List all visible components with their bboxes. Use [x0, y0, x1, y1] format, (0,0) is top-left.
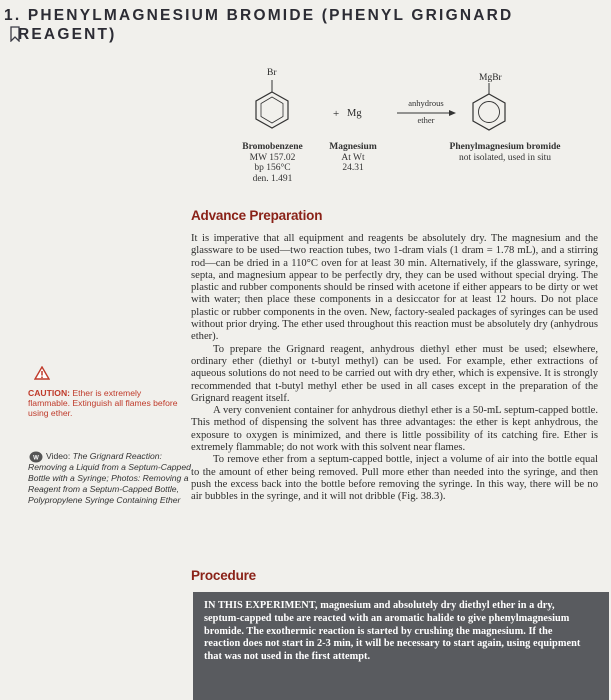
product-caption: [420, 142, 590, 163]
bookmark-icon[interactable]: [10, 26, 20, 42]
warning-icon: [34, 366, 50, 380]
magnesium-name: Magnesium: [329, 142, 377, 152]
paragraph-septum-bottle: A very convenient container for anhydrous diethyl ether is a 50-mL septum-capped bottle. This method of dispensing the solvent has three advantages: the ether is kept anhydrous, the exposure to oxygen is minimized, and there is little possibility of its catching fire. Ether is extremely flammable; do not work with this solvent near flames.: [191, 405, 598, 454]
bromobenzene-density: den. 1.491: [252, 173, 293, 184]
bromobenzene-bp: bp 156°C: [254, 163, 291, 173]
experiment-summary-text: IN THIS EXPERIMENT, magnesium and absolutely dry diethyl ether in a dry, septum-capped tube are reacted with an aromatic halide to give phenylmagnesium bromide. The exothermic reaction is started by crushing the magnesium. If the reaction does not start in 2-3 min, it will be necessary to start again, using equipment that was not used in the first attempt.: [204, 600, 581, 663]
phenylmagnesium-bromide-structure: [468, 82, 510, 134]
product-name: Phenylmagnesium bromide: [449, 142, 561, 152]
bromobenzene-caption: [225, 142, 320, 184]
arrow-condition-top: anhydrous: [408, 98, 444, 108]
bromobenzene-name: Bromobenzene: [242, 142, 303, 152]
experiment-summary-box: [193, 592, 609, 700]
paragraph-dryness: It is imperative that all equipment and reagents be absolutely dry. The magnesium and the glassware to be used—two reaction tubes, two 1-dram vials (1 dram = 1.78 mL), and a stirring rod—can be dried in a 110°C oven for at least 30 min. Alternatively, if the glassware, syringe, septa, and magnesium appear to be perfectly dry, they can be used without special drying. The plastic and rubber components should be rinsed with acetone if either appears to be dirty or wet with water; then place these components in a desiccator for at least 12 hours. Do not place plastic or rubber components in the oven. New, factory-sealed packages of syringes can be used without prior drying. The ether used throughout this reaction must be absolutely dry (anhydrous ether).: [191, 233, 598, 343]
page-title: [4, 6, 604, 44]
video-note[interactable]: [28, 451, 193, 506]
magnesium-formula: Mg: [347, 108, 362, 119]
plus-sign: +: [333, 108, 340, 120]
video-text: The Grignard Reaction: Removing a Liquid from a Septum-Capped Bottle with a Syringe; Photos: Removing a Reagent from a Septum-Capped Bottle, Polypropylene Syringe Containing Ether: [28, 451, 191, 505]
arrow-condition-bottom: ether: [417, 115, 435, 125]
bromobenzene-structure: [252, 78, 292, 130]
caution-note: [28, 388, 178, 419]
paragraph-grignard-ether: To prepare the Grignard reagent, anhydrous diethyl ether must be used; elsewhere, ordinary ether (diethyl or t-butyl methyl) can be used. For example, ether extractions of aqueous solutions do not need to be carried out with dry ether, which is expensive. It is strongly recommended that t-butyl methyl ether be used in all cases except in the preparation of the Grignard reagent itself.: [191, 343, 598, 404]
bromobenzene-mw: MW 157.02: [249, 152, 296, 163]
caution-label: CAUTION:: [28, 388, 71, 398]
svg-text:W: W: [33, 455, 39, 462]
paragraph-remove-ether: To remove ether from a septum-capped bottle, inject a volume of air into the bottle equal to the amount of ether being removed. Pull more ether than needed into the syringe, and then push the excess back into the bottle before removing the syringe. In this way, there will be no air bubbles in the syringe, and it will not dribble (Fig. 38.3).: [191, 454, 598, 503]
advance-preparation-heading: Advance Preparation: [191, 208, 323, 223]
bromo-substituent: Br: [267, 68, 277, 78]
title-line-1: 1. PHENYLMAGNESIUM BROMIDE (PHENYL GRIGNARD: [4, 7, 514, 24]
magnesium-atwt-label: At Wt: [341, 152, 365, 163]
product-substituent: MgBr: [479, 73, 502, 83]
magnesium-caption: [318, 142, 388, 174]
product-note: not isolated, used in situ: [458, 152, 552, 163]
caution-text: Ether is extremely flammable. Extinguish all flames before using ether.: [28, 388, 178, 419]
magnesium-atwt: 24.31: [342, 163, 364, 173]
reaction-scheme: [230, 60, 600, 200]
title-line-2: REAGENT): [18, 26, 117, 43]
procedure-heading: Procedure: [191, 568, 256, 583]
advance-preparation-body: [191, 233, 598, 504]
video-label: Video:: [46, 451, 71, 461]
